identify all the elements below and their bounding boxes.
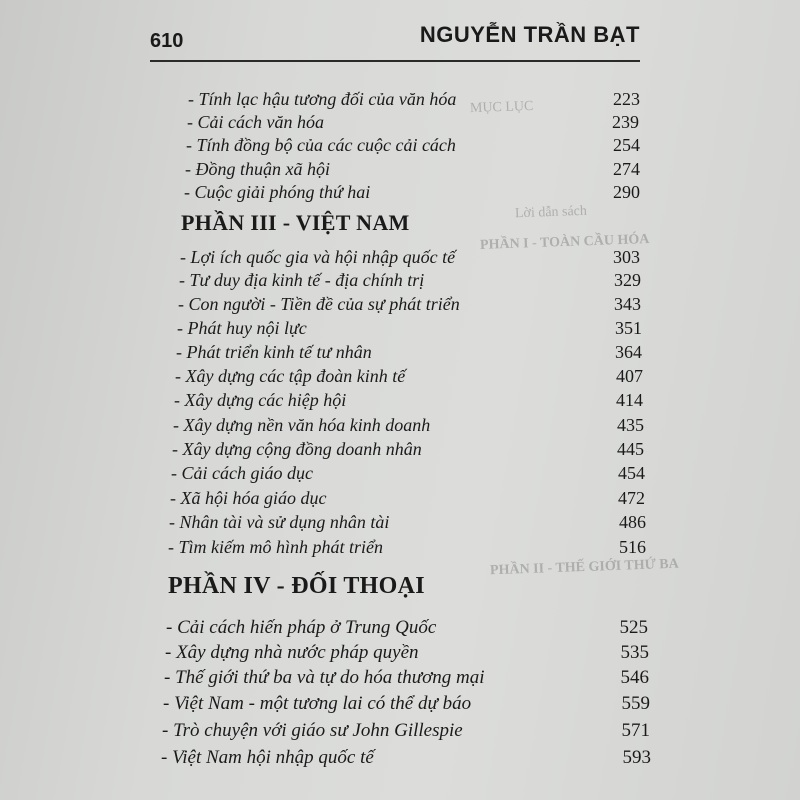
toc-entry-title: - Tìm kiếm mô hình phát triển bbox=[168, 537, 383, 557]
toc-entry bbox=[186, 133, 640, 157]
toc-entry-title: - Thế giới thứ ba và tự do hóa thương mại bbox=[164, 667, 485, 688]
toc-entry-title: - Tư duy địa kinh tế - địa chính trị bbox=[179, 270, 425, 290]
toc-entry-title: - Cải cách giáo dục bbox=[171, 463, 313, 483]
show-through-text: Lời dẫn sách bbox=[514, 203, 588, 222]
toc-entry-page: 472 bbox=[618, 488, 645, 508]
toc-entry-page: 254 bbox=[613, 135, 640, 155]
header-page-number: 610 bbox=[150, 30, 184, 52]
toc-entry-title: - Nhân tài và sử dụng nhân tài bbox=[169, 512, 390, 532]
toc-entry-title: - Xây dựng cộng đồng doanh nhân bbox=[172, 439, 422, 459]
toc-entry-page: 274 bbox=[613, 159, 640, 179]
toc-entry bbox=[170, 486, 645, 510]
toc-entry bbox=[185, 157, 640, 181]
toc-entry bbox=[178, 292, 641, 316]
toc-entry-page: 486 bbox=[619, 512, 646, 532]
toc-entry-title: - Phát huy nội lực bbox=[177, 318, 307, 338]
toc-entry-page: 445 bbox=[617, 439, 644, 459]
toc-entry bbox=[175, 364, 643, 388]
toc-entry-page: 239 bbox=[612, 112, 639, 132]
section-heading-part3: PHẦN III - VIỆT NAM bbox=[181, 210, 410, 235]
toc-entry-title: - Việt Nam hội nhập quốc tế bbox=[161, 747, 374, 768]
toc-entry bbox=[179, 268, 641, 292]
toc-entry bbox=[188, 87, 640, 111]
running-header bbox=[150, 18, 640, 62]
toc-entry-page: 290 bbox=[613, 182, 640, 202]
toc-entry-title: - Xây dựng nền văn hóa kinh doanh bbox=[173, 415, 431, 435]
show-through-text: PHẦN II - THẾ GIỚI THỨ BA bbox=[489, 556, 679, 579]
toc-entry bbox=[168, 535, 646, 559]
toc-entry-page: 343 bbox=[614, 294, 641, 314]
toc-entry bbox=[180, 245, 640, 269]
toc-entry bbox=[174, 388, 643, 412]
toc-entry-page: 516 bbox=[619, 537, 646, 557]
toc-entry bbox=[162, 719, 650, 743]
toc-entry-title: - Tính lạc hậu tương đối của văn hóa bbox=[188, 89, 457, 109]
toc-entry bbox=[176, 340, 642, 364]
toc-entry-page: 454 bbox=[618, 463, 645, 483]
toc-entry-title: - Đồng thuận xã hội bbox=[185, 159, 330, 179]
toc-entry bbox=[177, 316, 642, 340]
toc-entry-title: - Phát triển kinh tế tư nhân bbox=[176, 342, 372, 362]
toc-entry-page: 559 bbox=[621, 693, 650, 714]
toc-entry-page: 593 bbox=[622, 747, 651, 768]
toc-entry-title: - Xã hội hóa giáo dục bbox=[170, 488, 327, 508]
toc-entry-page: 535 bbox=[620, 642, 649, 663]
toc-entry-page: 223 bbox=[613, 89, 640, 109]
toc-entry-page: 351 bbox=[615, 318, 642, 338]
toc-entry bbox=[169, 510, 646, 534]
toc-entry-title: - Con người - Tiền đề của sự phát triển bbox=[178, 294, 460, 314]
toc-entry-title: - Xây dựng nhà nước pháp quyền bbox=[165, 642, 419, 663]
toc-entry bbox=[164, 666, 649, 690]
toc-entry-title: - Cải cách văn hóa bbox=[187, 112, 324, 132]
header-author: NGUYỄN TRẦN BẠT bbox=[419, 22, 640, 47]
show-through-text: PHẦN I - TOÀN CẦU HÓA bbox=[479, 232, 650, 253]
toc-entry-page: 364 bbox=[615, 342, 642, 362]
toc-entry bbox=[161, 746, 651, 770]
toc-entry-page: 303 bbox=[613, 247, 640, 267]
toc-entry-page: 407 bbox=[616, 366, 643, 386]
toc-entry-title: - Cuộc giải phóng thứ hai bbox=[184, 182, 371, 202]
toc-entry-title: - Tính đồng bộ của các cuộc cải cách bbox=[186, 135, 456, 155]
toc-entry-title: - Xây dựng các tập đoàn kinh tế bbox=[175, 366, 406, 386]
section-heading-part4: PHẦN IV - ĐỐI THOẠI bbox=[168, 573, 425, 599]
toc-entry bbox=[171, 461, 645, 485]
toc-entry bbox=[184, 180, 640, 204]
toc-entry-page: 525 bbox=[619, 617, 648, 638]
toc-entry-page: 329 bbox=[614, 270, 641, 290]
toc-entry-title: - Cải cách hiến pháp ở Trung Quốc bbox=[166, 617, 437, 638]
toc-entry-page: 546 bbox=[620, 667, 649, 688]
toc-entry bbox=[165, 641, 649, 665]
toc-entry bbox=[163, 692, 650, 716]
toc-entry bbox=[166, 616, 648, 640]
toc-entry-title: - Xây dựng các hiệp hội bbox=[174, 390, 347, 410]
toc-entry bbox=[173, 413, 644, 437]
toc-entry-title: - Trò chuyện với giáo sư John Gillespie bbox=[162, 720, 463, 741]
toc-entry-page: 571 bbox=[621, 720, 650, 741]
toc-entry-page: 414 bbox=[616, 390, 643, 410]
show-through-text: MỤC LỤC bbox=[469, 98, 534, 117]
toc-entry-page: 435 bbox=[617, 415, 644, 435]
toc-entry bbox=[172, 437, 644, 461]
toc-entry-title: - Việt Nam - một tương lai có thể dự báo bbox=[163, 693, 472, 714]
toc-entry bbox=[187, 110, 639, 134]
toc-entry-title: - Lợi ích quốc gia và hội nhập quốc tế bbox=[180, 247, 456, 267]
